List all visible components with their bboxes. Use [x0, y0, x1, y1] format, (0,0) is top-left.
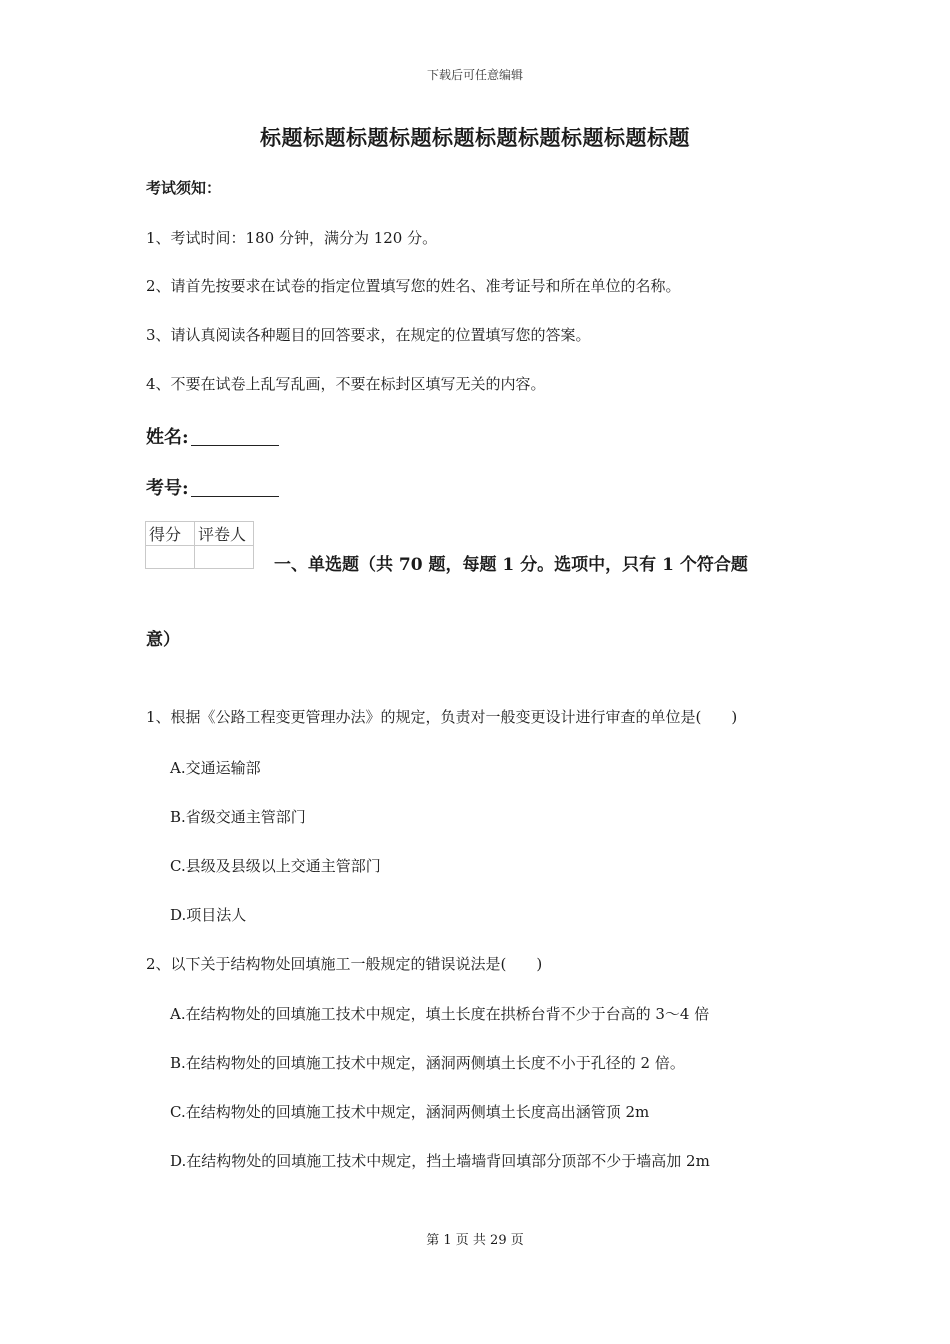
name-label: 姓名: [146, 427, 189, 448]
page-footer: 第 1 页 共 29 页 [426, 1233, 524, 1248]
question-1-option-c: C.县级及县级以上交通主管部门 [170, 857, 381, 875]
question-2-option-a: A.在结构物处的回填施工技术中规定，填土长度在拱桥台背不少于台高的 3～4 倍 [170, 1005, 710, 1023]
question-1-option-d: D.项目法人 [170, 906, 247, 924]
question-1-option-b: B.省级交通主管部门 [170, 808, 306, 826]
question-2: 2、以下关于结构物处回填施工一般规定的错误说法是( ) [146, 955, 543, 973]
page-header-note: 下载后可任意编辑 [426, 68, 523, 82]
document-title: 标题标题标题标题标题标题标题标题标题标题 [260, 125, 690, 150]
name-blank-line[interactable] [191, 427, 279, 446]
notice-item-4: 4、不要在试卷上乱写乱画，不要在标封区填写无关的内容。 [146, 375, 546, 393]
question-2-option-c: C.在结构物处的回填施工技术中规定，涵洞两侧填土长度高出涵管顶 2m [170, 1103, 650, 1121]
question-1: 1、根据《公路工程变更管理办法》的规定，负责对一般变更设计进行审查的单位是( ) [146, 708, 738, 726]
score-table-blank-row [146, 546, 254, 569]
exam-id-label: 考号: [146, 478, 189, 499]
score-table [145, 521, 254, 569]
grader-cell [195, 546, 254, 569]
question-2-option-d: D.在结构物处的回填施工技术中规定，挡土墙墙背回填部分顶部不少于墙高加 2m [170, 1152, 710, 1170]
score-table-header-row [146, 522, 254, 546]
score-header: 得分 [146, 522, 195, 546]
question-1-option-a: A.交通运输部 [170, 759, 261, 777]
grader-header: 评卷人 [195, 522, 254, 546]
notice-item-1: 1、考试时间：180 分钟，满分为 120 分。 [146, 229, 438, 247]
notice-item-3: 3、请认真阅读各种题目的回答要求，在规定的位置填写您的答案。 [146, 326, 591, 344]
exam-id-blank-line[interactable] [191, 478, 279, 497]
exam-id-field [146, 474, 279, 500]
notice-heading: 考试须知： [146, 179, 222, 197]
notice-item-2: 2、请首先按要求在试卷的指定位置填写您的姓名、准考证号和所在单位的名称。 [146, 277, 681, 295]
section-heading-line1: 一、单选题（共 70 题，每题 1 分。选项中，只有 1 个符合题 [274, 555, 748, 575]
name-field [146, 423, 279, 449]
section-heading-line2: 意） [146, 630, 180, 650]
question-2-option-b: B.在结构物处的回填施工技术中规定，涵洞两侧填土长度不小于孔径的 2 倍。 [170, 1054, 685, 1072]
score-cell [146, 546, 195, 569]
